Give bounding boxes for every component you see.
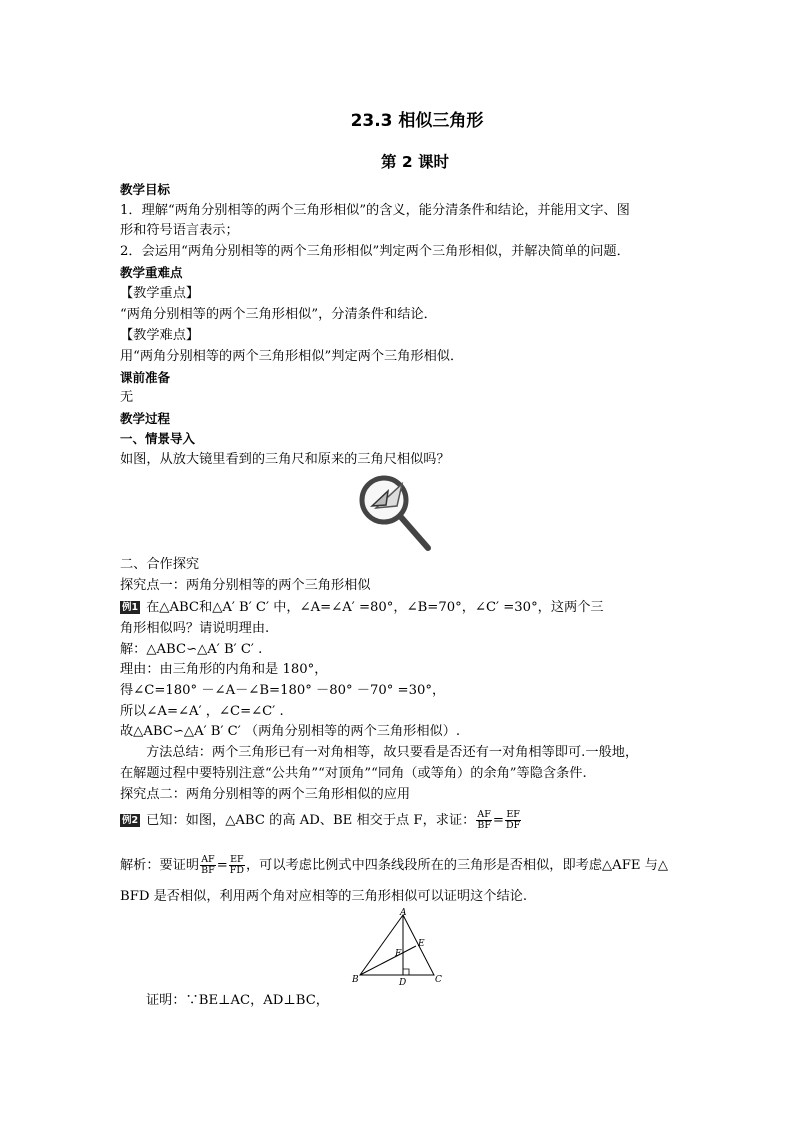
label-a: A bbox=[400, 908, 407, 918]
altitude-be bbox=[360, 946, 416, 975]
key-heading: 教学重难点 bbox=[120, 265, 183, 280]
key-point-label: 【教学重点】 bbox=[120, 286, 200, 301]
fraction-af-bf: $\frac{AF}{BF}$ bbox=[477, 809, 491, 831]
label-f: F bbox=[395, 949, 402, 959]
magnifier-figure bbox=[356, 474, 436, 554]
prep: 无 bbox=[120, 390, 134, 405]
fraction-ef-fd: $\frac{EF}{FD}$ bbox=[229, 854, 244, 876]
reason-line1: 理由：由三角形的内角和是 180°， bbox=[120, 662, 328, 677]
example2-text: 已知：如图，△ABC 的高 AD、BE 相交于点 F，求证： bbox=[146, 813, 476, 828]
proof-line: 证明：∵BE⊥AC，AD⊥BC， bbox=[146, 993, 329, 1008]
reason-line3: 所以∠A=∠A′ ，∠C=∠C′ . bbox=[120, 704, 284, 719]
page-title: 23.3 相似三角形 bbox=[350, 111, 484, 131]
difficulty-label: 【教学难点】 bbox=[120, 328, 200, 343]
magnifier-handle bbox=[400, 516, 428, 548]
example2-badge: 例2 bbox=[122, 815, 139, 826]
goal2: 2．会运用“两角分别相等的两个三角形相似”判定两个三角形相似，并解决简单的问题． bbox=[120, 244, 630, 259]
prep-heading: 课前准备 bbox=[120, 370, 171, 385]
goal1-line1: 1．理解“两角分别相等的两个三角形相似”的含义，能分清条件和结论，并能用文字、图 bbox=[120, 203, 630, 218]
analysis-line1: 解析：要证明 $\frac{AF}{BF}$ = $\frac{EF}{FD}$ ，可以考虑比例式中四条线段所在的三角形是否相似，即考虑△AFE 与△ bbox=[120, 854, 669, 876]
reason-line4: 故△ABC∽△A′ B′ C′ （两角分别相等的两个三角形相似）. bbox=[120, 724, 461, 739]
reason-line2: 得∠C=180° －∠A－∠B=180° －80° －70° =30°， bbox=[120, 683, 446, 698]
triangle-figure bbox=[346, 908, 446, 988]
fraction-ef-df: $\frac{EF}{DF}$ bbox=[505, 809, 521, 831]
example1-badge: 例1 bbox=[122, 602, 139, 613]
example1-line1 bbox=[120, 599, 604, 617]
example2-line: 例2 已知：如图，△ABC 的高 AD、BE 相交于点 F，求证： $\frac{AF}{BF}$ = $\frac{EF}{DF}$ bbox=[122, 809, 521, 831]
solution1: 解：△ABC∽△A′ B′ C′ . bbox=[120, 642, 263, 657]
section2-heading: 二、合作探究 bbox=[120, 557, 200, 572]
label-c: C bbox=[435, 975, 442, 985]
example1-text: 在△ABC和△A′ B′ C′ 中，∠A=∠A′ =80°，∠B=70°，∠C′ =30°，这两个三 bbox=[146, 600, 604, 615]
difficulty: 用“两角分别相等的两个三角形相似”判定两个三角形相似． bbox=[120, 349, 464, 364]
process-heading: 教学过程 bbox=[120, 411, 171, 426]
intro-question: 如图，从放大镜里看到的三角尺和原来的三角尺相似吗？ bbox=[120, 452, 450, 467]
goal1-line2: 形和符号语言表示； bbox=[120, 223, 239, 238]
fraction-af-bf-2: $\frac{AF}{BF}$ bbox=[201, 854, 215, 876]
right-angle-mark bbox=[403, 969, 409, 975]
analysis-line2: BFD 是否相似，利用两个角对应相等的三角形相似可以证明这个结论. bbox=[120, 889, 528, 904]
example1-line2: 角形相似吗？请说明理由. bbox=[120, 621, 270, 636]
goals-heading: 教学目标 bbox=[120, 182, 171, 197]
page-subtitle: 第 2 课时 bbox=[380, 153, 450, 171]
method-line2: 在解题过程中要特别注意“公共角”“对顶角”“同角（或等角）的余角”等隐含条件. bbox=[120, 766, 587, 781]
label-d: D bbox=[399, 978, 407, 988]
section1-heading: 一、情景导入 bbox=[120, 431, 196, 446]
explore1-heading: 探究点一：两角分别相等的两个三角形相似 bbox=[120, 578, 371, 593]
label-e: E bbox=[418, 939, 425, 949]
explore2-heading: 探究点二：两角分别相等的两个三角形相似的应用 bbox=[120, 787, 411, 802]
label-b: B bbox=[352, 975, 359, 985]
method-line1: 方法总结：两个三角形已有一对角相等，故只要看是否还有一对角相等即可.一般地， bbox=[146, 745, 639, 760]
key-point: “两角分别相等的两个三角形相似”，分清条件和结论． bbox=[120, 307, 437, 322]
